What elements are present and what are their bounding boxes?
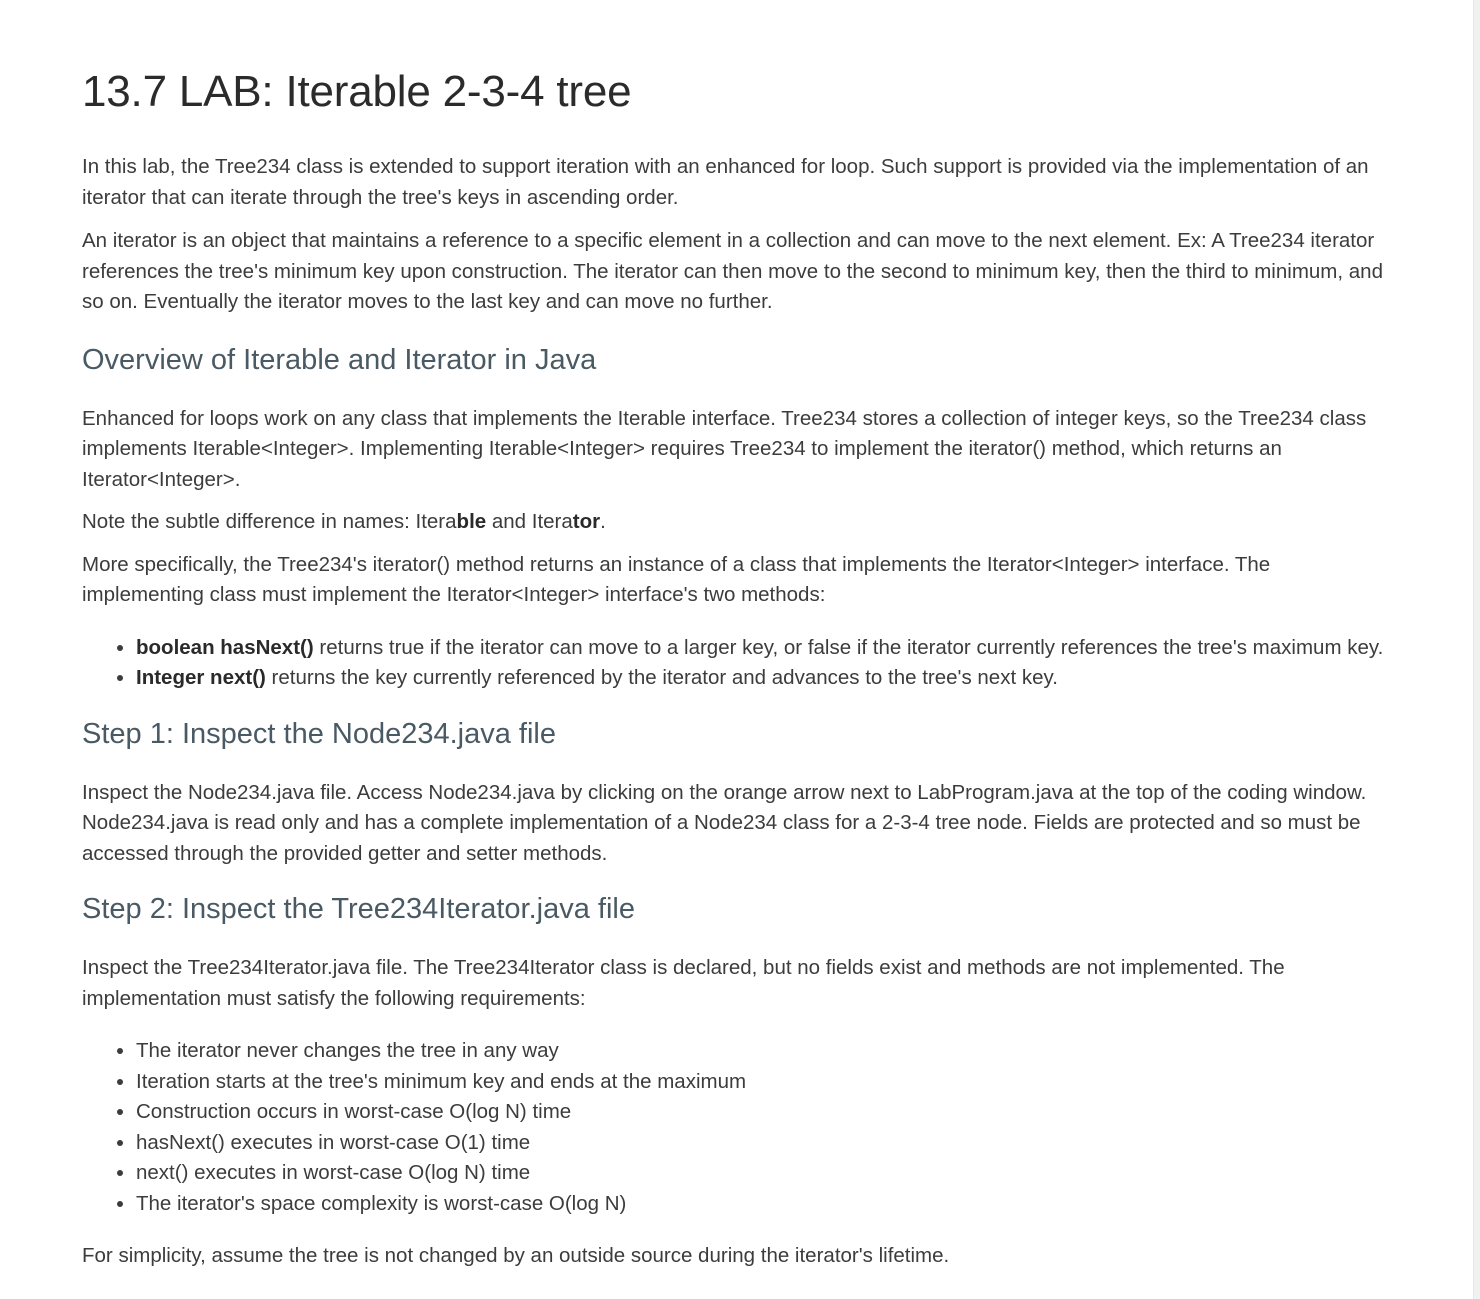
section-heading-overview: Overview of Iterable and Iterator in Java <box>82 343 597 376</box>
list-item: • The iterator's space complexity is worst-case O(log N) <box>136 1189 1392 1220</box>
method-name-hasnext: boolean hasNext() <box>136 635 314 659</box>
step1-paragraph: Inspect the Node234.java file. Access Node234.java by clicking on the orange arrow next to LabProgram.java at the top of the coding window. Node234.java is read only and has a complete implementation of a Node234 class for a 2-3-4 tree node. Fields are protected and so must be accessed through the provided getter and setter methods. <box>82 780 1367 865</box>
list-item: • The iterator never changes the tree in any way <box>136 1036 1392 1067</box>
requirements-list <box>82 1036 1392 1219</box>
intro-paragraph-2: An iterator is an object that maintains a reference to a specific element in a collection and can move to the next element. Ex: A Tree234 iterator references the tree's minimum key upon construction. The iterator can then move to the second to minimum key, then the third to minimum, and so on. Eventually the iterator moves to the last key and can move no further. <box>82 229 1383 313</box>
method-name-next: Integer next() <box>136 666 266 689</box>
overview-note-paragraph <box>82 507 1392 538</box>
note-text-mid: and Itera <box>486 510 573 533</box>
overview-paragraph-1: Enhanced for loops work on any class that implements the Iterable interface. Tree234 stores a collection of integer keys, so the Tree234 class implements Iterable<Integer>. Implementing Iterable<Integer> requires Tree234 to implement the iterator() method, which returns an Iterator<Integer>. <box>82 406 1367 491</box>
lab-content <box>82 0 1392 1272</box>
list-item: • hasNext() executes in worst-case O(1) time <box>136 1128 1392 1159</box>
step2-paragraph: Inspect the Tree234Iterator.java file. The Tree234Iterator class is declared, but no fields exist and methods are not implemented. The implementation must satisfy the following requirements: <box>82 956 1285 1010</box>
list-item: • Iteration starts at the tree's minimum key and ends at the maximum <box>136 1067 1392 1098</box>
note-bold-tor: tor <box>572 510 601 533</box>
note-text-suffix: . <box>600 510 606 533</box>
final-paragraph: For simplicity, assume the tree is not changed by an outside source during the iterator's lifetime. <box>82 1244 950 1267</box>
note-text-prefix: Note the subtle difference in names: Itera <box>82 510 457 533</box>
overview-paragraph-3: More specifically, the Tree234's iterator() method returns an instance of a class that implements the Iterator<Integer> interface. The implementing class must implement the Iterator<Integer> interface's two methods: <box>82 552 1271 606</box>
scrollbar-track[interactable] <box>1473 0 1480 1299</box>
iterator-methods-list <box>82 633 1392 694</box>
section-heading-step1: Step 1: Inspect the Node234.java file <box>82 717 556 750</box>
section-heading-step2: Step 2: Inspect the Tree234Iterator.java file <box>82 893 635 925</box>
list-item: • next() executes in worst-case O(log N) time <box>136 1158 1392 1189</box>
method-desc-next: returns the key currently referenced by the iterator and advances to the tree's next key. <box>265 666 1058 689</box>
page-title: 13.7 LAB: Iterable 2-3-4 tree <box>82 67 632 116</box>
intro-paragraph-1: In this lab, the Tree234 class is extended to support iteration with an enhanced for loop. Such support is provided via the implementation of an iterator that can iterate through the tree's keys in ascending order. <box>82 155 1369 209</box>
list-item: • Construction occurs in worst-case O(log N) time <box>136 1097 1392 1128</box>
list-item <box>136 633 1392 664</box>
list-item <box>136 663 1392 694</box>
method-desc-hasnext: returns true if the iterator can move to a larger key, or false if the iterator currently references the tree's maximum key. <box>313 635 1384 659</box>
note-bold-ble: ble <box>456 510 487 533</box>
